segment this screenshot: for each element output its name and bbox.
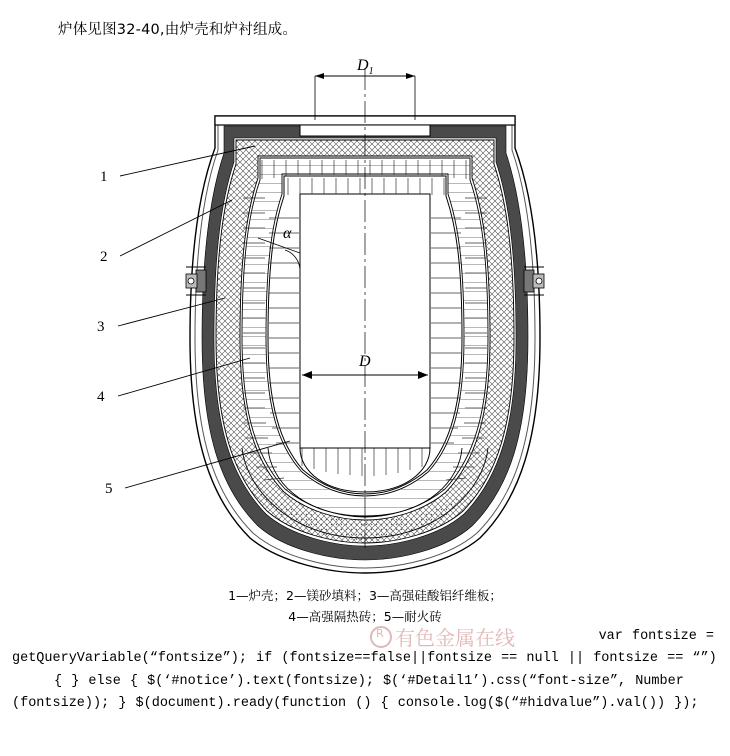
trunnion-right [524,267,544,295]
dimension-d-label: D [359,353,371,370]
dimension-d1-label: $D_1$ [357,57,374,77]
trunnion-left [186,267,206,295]
callout-1-label: 1 [100,169,108,185]
furnace-cross-section-figure [0,48,730,593]
callout-3-label: 3 [97,319,105,335]
intro-paragraph: 炉体见图32-40,由炉壳和炉衬组成。 [58,22,298,38]
callout-5-label: 5 [105,481,113,497]
code-line-4: (fontsize)); } $(document).ready(function () { console.log($(“#hidvalue”).val()) }); [12,695,699,711]
code-line-1: var fontsize = [598,629,714,644]
code-line-3: { } else { $(‘#notice’).text(fontsize); $(‘#Detail1’).css(“font-size”, Number [54,673,684,689]
figure-caption-line-2: 4—高强隔热砖；5—耐火砖 [288,609,442,624]
angle-alpha-label: α [283,225,292,242]
watermark-text: 有色金属在线 [395,626,515,650]
figure-caption-line-1: 1—炉壳；2—镁砂填料；3—高强硅酸铝纤维板； [228,588,502,603]
callout-2-label: 2 [100,249,108,265]
embedded-script-text [12,626,718,715]
callout-4-label: 4 [97,389,105,405]
code-line-2: getQueryVariable(“fontsize”); if (fontsize==false||fontsize == null || fontsize == “”) [12,651,717,667]
